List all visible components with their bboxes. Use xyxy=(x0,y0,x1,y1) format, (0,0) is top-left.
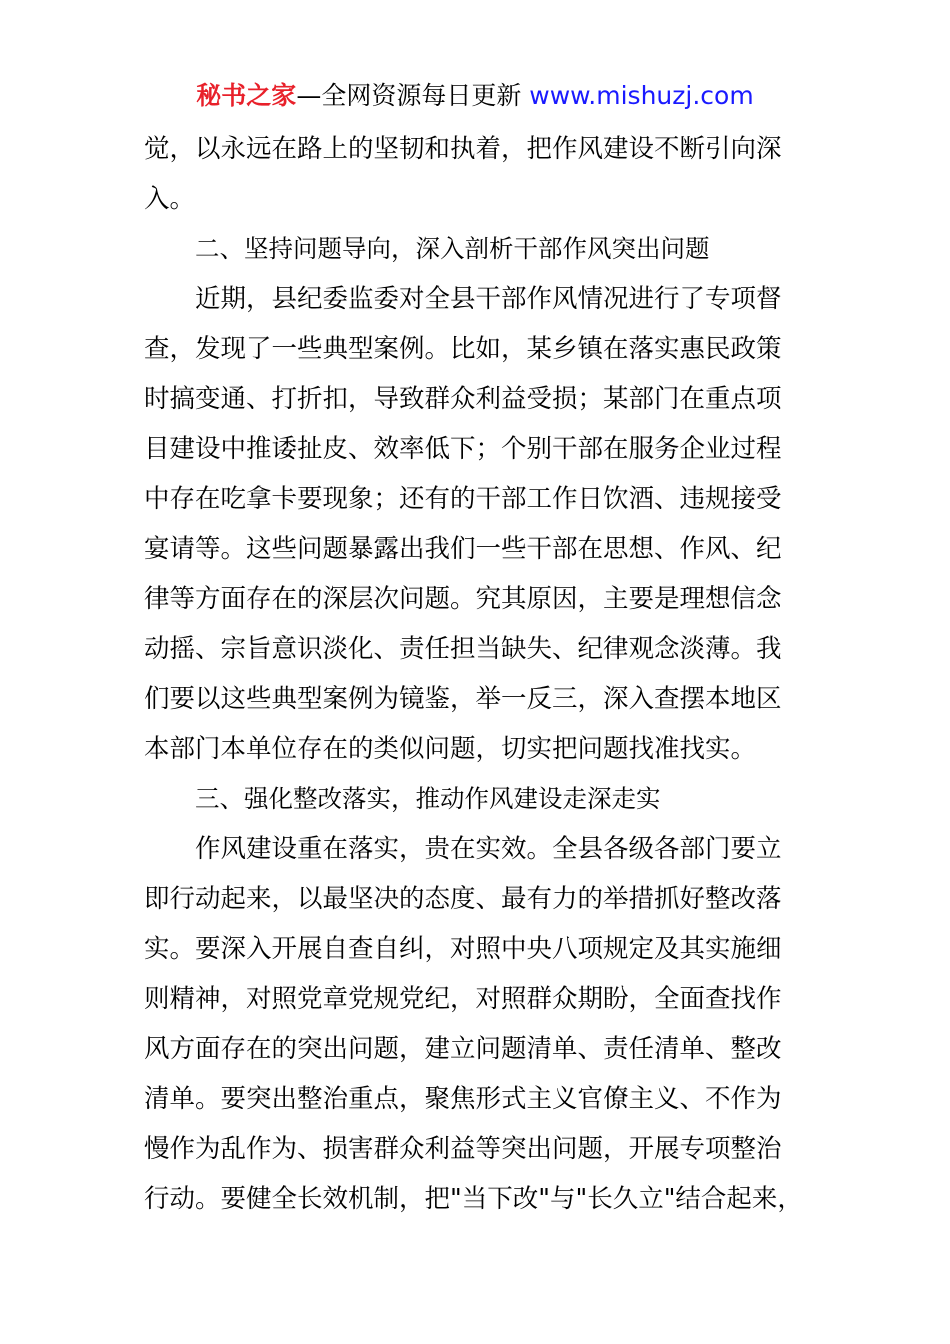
paragraph-line: 时搞变通、打折扣，导致群众利益受损；某部门在重点项 xyxy=(144,384,782,414)
paragraph-line: 慢作为乱作为、损害群众利益等突出问题，开展专项整治 xyxy=(144,1134,782,1164)
site-tagline: —全网资源每日更新 xyxy=(296,81,530,110)
paragraph-line: 实。要深入开展自查自纠，对照中央八项规定及其实施细 xyxy=(144,934,782,964)
paragraph-line: 中存在吃拿卡要现象；还有的干部工作日饮酒、违规接受 xyxy=(144,484,782,514)
paragraph-line: 清单。要突出整治重点，聚焦形式主义官僚主义、不作为 xyxy=(144,1084,782,1114)
section-heading-3: 三、强化整改落实，推动作风建设走深走实 xyxy=(195,784,661,813)
paragraph-line: 风方面存在的突出问题，建立问题清单、责任清单、整改 xyxy=(144,1034,782,1064)
section-heading-2: 二、坚持问题导向，深入剖析干部作风突出问题 xyxy=(195,234,710,263)
paragraph-line: 近期，县纪委监委对全县干部作风情况进行了专项督 xyxy=(195,284,782,314)
paragraph-line: 作风建设重在落实，贵在实效。全县各级各部门要立 xyxy=(195,834,782,864)
paragraph-line: 动摇、宗旨意识淡化、责任担当缺失、纪律观念淡薄。我 xyxy=(144,634,782,664)
paragraph-line: 目建设中推诿扯皮、效率低下；个别干部在服务企业过程 xyxy=(144,434,782,464)
paragraph-line: 入。 xyxy=(144,184,196,214)
paragraph-line: 则精神，对照党章党规党纪，对照群众期盼，全面查找作 xyxy=(144,984,782,1014)
paragraph-line: 宴请等。这些问题暴露出我们一些干部在思想、作风、纪 xyxy=(144,534,782,564)
document-body xyxy=(144,124,809,1224)
paragraph-line: 查，发现了一些典型案例。比如，某乡镇在落实惠民政策 xyxy=(144,334,782,364)
site-url-link[interactable]: www.mishuzj.com xyxy=(529,81,754,110)
paragraph-line: 觉，以永远在路上的坚韧和执着，把作风建设不断引向深 xyxy=(144,134,782,164)
paragraph-line: 本部门本单位存在的类似问题，切实把问题找准找实。 xyxy=(144,734,757,764)
site-header xyxy=(0,80,950,112)
paragraph-line: 即行动起来，以最坚决的态度、最有力的举措抓好整改落 xyxy=(144,884,782,914)
paragraph-line: 律等方面存在的深层次问题。究其原因，主要是理想信念 xyxy=(144,584,782,614)
paragraph-line: 们要以这些典型案例为镜鉴，举一反三，深入查摆本地区 xyxy=(144,684,782,714)
site-brand: 秘书之家 xyxy=(196,81,297,110)
paragraph-line: 行动。要健全长效机制，把"当下改"与"长久立"结合起来， xyxy=(144,1184,803,1214)
